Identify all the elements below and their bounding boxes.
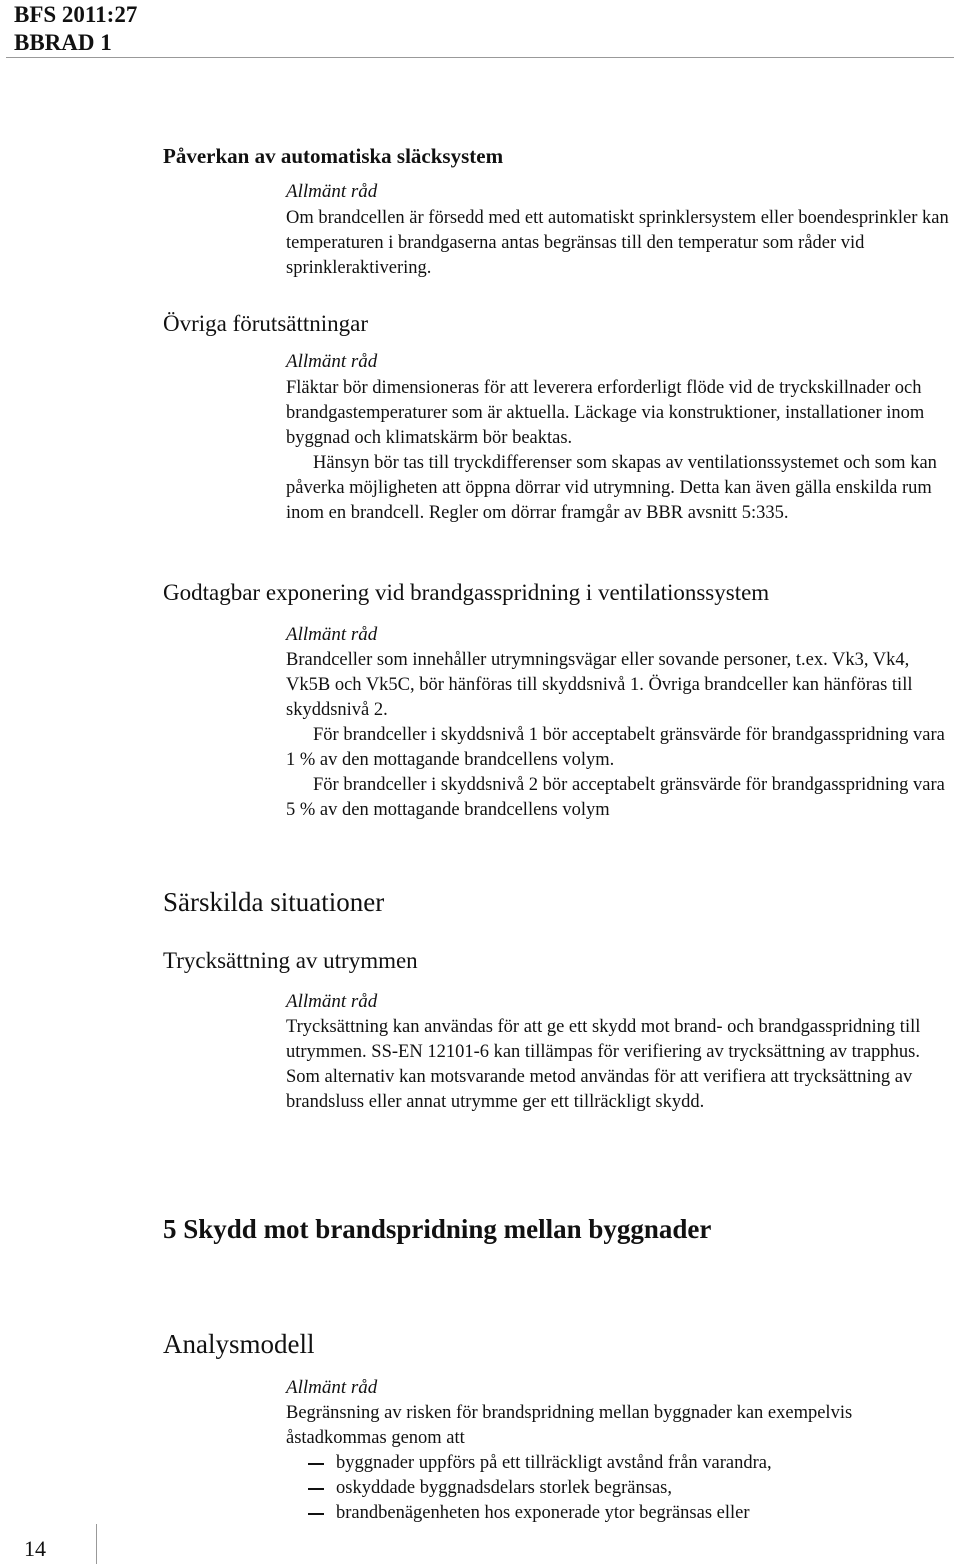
advice-text bbox=[286, 648, 956, 823]
list-item-text: brandbenägenheten hos exponerade ytor begränsas eller bbox=[336, 1503, 750, 1523]
advice-text bbox=[286, 1401, 956, 1526]
heading-special-situations: Särskilda situationer bbox=[163, 887, 385, 917]
advice-label: Allmänt råd bbox=[286, 351, 378, 372]
paragraph: För brandceller i skyddsnivå 1 bör acceptabelt gränsvärde för brandgasspridning vara 1 % av den mottagande brandcellens volym. bbox=[286, 725, 945, 770]
list-item bbox=[286, 1476, 956, 1501]
list-item-text: oskyddade byggnadsdelars storlek begränsas, bbox=[336, 1478, 672, 1498]
advice-label: Allmänt råd bbox=[286, 991, 378, 1012]
advice-label: Allmänt råd bbox=[286, 181, 378, 202]
paragraph: Hänsyn bör tas till tryckdifferenser som skapas av ventilationssystemet och som kan påverka möjligheten att öppna dörrar vid utrymning. Detta kan även gälla enskilda rum inom en brandcell. Regler om dörrar framgår av BBR avsnitt 5:335. bbox=[286, 453, 937, 523]
heading-other-conditions: Övriga förutsättningar bbox=[163, 311, 369, 336]
heading-analysis-model: Analysmodell bbox=[163, 1329, 315, 1359]
advice-label: Allmänt råd bbox=[286, 624, 378, 645]
doc-subcode: BBRAD 1 bbox=[14, 30, 112, 55]
paragraph: Fläktar bör dimensioneras för att leverera erforderligt flöde vid de tryckskillnader och brandgastemperaturer som är aktuella. Läckage via konstruktioner, installationer inom byggnad och klimatskärm bör beaktas. bbox=[286, 378, 925, 448]
chapter-heading: 5 Skydd mot brandspridning mellan byggnader bbox=[163, 1214, 712, 1244]
paragraph: Begränsning av risken för brandspridning mellan byggnader kan exempelvis åstadkommas genom att bbox=[286, 1403, 853, 1448]
advice-text bbox=[286, 1015, 956, 1115]
list-item bbox=[286, 1451, 956, 1476]
dash-bullet bbox=[308, 1513, 324, 1515]
header-divider bbox=[6, 57, 954, 58]
paragraph: Trycksättning kan användas för att ge ett skydd mot brand- och brandgasspridning till utrymmen. SS-EN 12101-6 kan tillämpas för verifiering av trycksättning av trapphus. Som alternativ kan motsvarande metod användas för att verifiera att trycksättning av brandsluss eller annat utrymme ger ett tillräckligt skydd. bbox=[286, 1017, 921, 1112]
heading-acceptable-exposure: Godtagbar exponering vid brandgasspridning i ventilationssystem bbox=[163, 580, 770, 605]
heading-pressurization: Trycksättning av utrymmen bbox=[163, 948, 418, 973]
paragraph: Brandceller som innehåller utrymningsvägar eller sovande personer, t.ex. Vk3, Vk4, Vk5B och Vk5C, bör hänföras till skyddsnivå 1. Övriga brandceller kan hänföras till skyddsnivå 2. bbox=[286, 650, 913, 720]
dash-list bbox=[286, 1451, 956, 1526]
page-number: 14 bbox=[24, 1536, 46, 1561]
advice-text bbox=[286, 376, 956, 526]
paragraph: För brandceller i skyddsnivå 2 bör acceptabelt gränsvärde för brandgasspridning vara 5 % av den mottagande brandcellens volym bbox=[286, 775, 945, 820]
list-item-text: byggnader uppförs på ett tillräckligt avstånd från varandra, bbox=[336, 1453, 772, 1473]
doc-code: BFS 2011:27 bbox=[14, 2, 138, 27]
dash-bullet bbox=[308, 1488, 324, 1490]
advice-text bbox=[286, 206, 956, 281]
footer-divider bbox=[96, 1524, 97, 1564]
list-item bbox=[286, 1501, 956, 1526]
advice-label: Allmänt råd bbox=[286, 1377, 378, 1398]
paragraph: Om brandcellen är försedd med ett automatiskt sprinklersystem eller boendesprinkler kan temperaturen i brandgaserna antas begränsas till den temperatur som råder vid sprinkleraktivering. bbox=[286, 208, 949, 278]
heading-automatic-suppression: Påverkan av automatiska släcksystem bbox=[163, 144, 504, 168]
dash-bullet bbox=[308, 1463, 324, 1465]
